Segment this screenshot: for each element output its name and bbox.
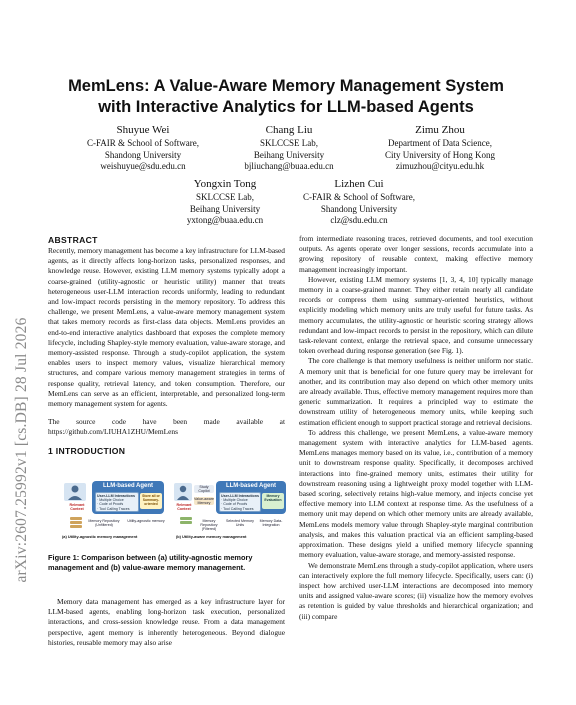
selected-units-label: Selected Memory Units [226, 519, 254, 528]
interactions-title: User-LLM Interactions [221, 494, 259, 498]
title-line-2: with Interactive Analytics for LLM-based Agents [98, 98, 474, 116]
body-paragraph: We demonstrate MemLens through a study-copilot application, where users can interactively explore the full memory lifecycle. Specifically, users can: (i) inspect how archived user-LLM interactions are decomposed into memory units and assigned value-aware scores; (ii) visualize how the memory evolves as retention is guided by value thresholds and hierarchical organization; and (iii) compare [299, 560, 533, 621]
llm-agent-box-b [216, 481, 286, 514]
body-paragraph: from intermediate reasoning traces, retrieved documents, and tool execution outputs. As agents operate over longer sessions, records accumulate into a growing repository of reusable context, making effective memory management increasingly important. [299, 234, 533, 274]
author-block-4 [150, 178, 300, 227]
left-column-top [48, 234, 285, 457]
left-column-bottom [48, 597, 285, 648]
interaction-item: · Code of Proofs [221, 502, 248, 507]
interaction-item: · Multiple Choice [221, 498, 248, 503]
author-affiliation: Shandong University [104, 149, 182, 160]
author-affiliation: C-FAIR & School of Software, [86, 138, 200, 148]
figure-1 [62, 481, 287, 543]
interactions-box [95, 492, 139, 512]
author-email: bjliuchang@buaa.edu.cn [244, 161, 334, 172]
memory-stack-icon [180, 517, 192, 520]
body-paragraph: To address this challenge, we present MemLens, a value-aware memory management system with interactive analytics for LLM-based agents. MemLens manages memory based on its value, i.e., contribution of a memory unit to downstream response quality. Specifically, it decomposes archived interactions into fine-grained memory units, estimates their utility for downstream reasoning using a lightweight proxy model together with LLM-based scoring, selectively retains high-value memory, and injects concise yet effective memory into LLM context at response time. As the usefulness of a memory unit may depend on which other memory units are already available, MemLens models memory value through Shapley-style marginal contribution analysis, and makes this valuation practical via an efficient sampling-based approximation. These designs yield a unified memory lifecycle spanning memory evaluation, value-aware storage, and memory-assisted response. [299, 427, 533, 560]
author-block-3 [365, 124, 515, 173]
user-icon-a [64, 483, 86, 501]
section-heading-introduction: 1 INTRODUCTION [48, 445, 126, 456]
author-email: yxtong@buaa.edu.cn [186, 215, 264, 226]
interaction-item: · Tool Calling Traces [97, 506, 130, 511]
interactions-box [219, 492, 261, 512]
memory-repo-a: Memory Repository (Unfiltered) [88, 519, 120, 528]
author-name: Lizhen Cui [334, 178, 384, 190]
relevant-context-b: Relevant Context [176, 503, 192, 512]
right-column [299, 234, 533, 622]
store-all-note: Store all or Summary-oriented [140, 493, 162, 509]
author-block-5 [284, 178, 434, 227]
memory-stack-icon [70, 525, 82, 528]
interaction-item: · Code of Proofs [97, 502, 124, 507]
source-code-note: The source code have been made available at https://github.com/LIUHA1ZHU/MemLens [48, 417, 285, 437]
interaction-item: · Multiple Choice [97, 498, 124, 503]
author-block-1 [68, 124, 218, 173]
llm-agent-box-a [92, 481, 164, 514]
memory-repo-b: Memory Repository (Filtered) [200, 519, 218, 532]
author-email: zimuzhou@cityu.edu.hk [395, 161, 485, 172]
interaction-item: · Tool Calling Traces [221, 506, 254, 511]
author-affiliation: SKLCCSE Lab, [259, 138, 318, 148]
figure-panel-a [62, 481, 170, 539]
body-paragraph: However, existing LLM memory systems [1, 3, 4, 10] typically manage memory in a coarse-grained manner. They either retain nearly all candidate records or compress them using summary-oriented heuristics, without explicitly modeling which memory units are truly useful for future tasks. As memory accumulates, the utility-agnostic or heuristic scoring strategy allows redundant and low-impact records to persist in the repository, which can dilute task-relevant context, enlarge the retrieval space, and consume unnecessary token overhead during response generation (see Fig. 1). [299, 274, 533, 356]
subcaption-a: (a) Utility-agnostic memory management [62, 534, 138, 539]
study-copilot-label: Study Copilot [194, 485, 214, 493]
memory-stack-icon [70, 517, 82, 520]
author-block-2 [214, 124, 364, 173]
author-affiliation: Shandong University [320, 203, 398, 214]
abstract-heading: ABSTRACT [48, 235, 98, 245]
author-email: clz@sdu.edu.cn [330, 215, 388, 226]
utility-agnostic-label: Utility-agnostic memory [127, 519, 165, 523]
author-affiliation: Department of Data Science, [388, 138, 492, 148]
interactions-title: User-LLM Interactions [97, 494, 135, 498]
author-name: Chang Liu [265, 124, 313, 136]
body-paragraph: The core challenge is that memory usefulness is neither uniform nor static. A memory unit that is beneficial for one future query may be irrelevant for another, and its contribution may also depend on which other memory units are already available. Thus, effective memory management requires more than generic summarization. It requires a principled way to estimate the downstream utility of heterogeneous memory units, while keeping such estimation efficient enough to support practical storage and retrieval decisions. [299, 356, 533, 427]
author-name: Yongxin Tong [193, 178, 257, 190]
author-affiliation: C-FAIR & School of Software, [302, 192, 416, 202]
memory-evaluation-note: Memory Evaluation [262, 493, 284, 509]
memory-stack-icon [180, 521, 192, 524]
arxiv-identifier [12, 230, 32, 670]
author-affiliation: SKLCCSE Lab, [195, 192, 254, 202]
figure-panel-b [174, 481, 287, 539]
figure-caption: Figure 1: Comparison between (a) utility-agnostic memory management and (b) value-aware memory management. [48, 553, 253, 573]
abstract-text: Recently, memory management has become a key infrastructure for LLM-based agents, as it directly affects long-horizon tasks, personalized responses, and knowledge reuse. However, existing LLM memory systems typically adopt a coarse-grained (utility-agnostic or heuristic utility) manner that treats heterogeneous user-LLM interaction records uniformly, leading to redundant and low-impact records persisting in the memory repository. To address this challenge, we present MemLens, a value-aware memory management system that takes memory records as first-class data objects. MemLens provides an end-to-end interactive analytics dashboard that exposes the complete memory lifecycle, including Shapley-style memory evaluation, value-aware storage, and memory-assisted response. Through a study-copilot application, the system enables users to inspect memory values, visualize hierarchical memory structures, and compare various memory management strategies in terms of response quality, retrieval latency, and token consumption. Therefore, our MemLens can serve as an efficient, interpretable, and personalized long-term memory management system for agents. [48, 246, 285, 409]
agent-label: LLM-based Agent [102, 483, 154, 489]
agent-label: LLM-based Agent [225, 483, 277, 489]
memory-integration-label: Memory Data-Integration [259, 519, 283, 528]
author-name: Shuyue Wei [116, 124, 170, 136]
value-aware-label: Value-aware Memory [194, 497, 214, 506]
paper-title [60, 76, 512, 118]
intro-paragraph: Memory data management has emerged as a key infrastructure layer for LLM-based agents, enabling long-horizon task execution, personalized interactions, and cross-session knowledge reuse. From a data management perspective, agent memory is inherently heterogeneous. Beyond dialogue histories, reusable memory may also arise [48, 597, 285, 647]
subcaption-b: (b) Utility-aware memory management [176, 534, 247, 539]
author-name: Zimu Zhou [415, 124, 465, 136]
author-affiliation: Beihang University [189, 203, 261, 214]
title-line-1: MemLens: A Value-Aware Memory Management System [68, 77, 504, 95]
author-email: weishuyue@sdu.edu.cn [100, 161, 186, 172]
user-icon-b [174, 483, 192, 501]
relevant-context-a: Relevant Context [69, 503, 85, 512]
author-affiliation: Beihang University [253, 149, 325, 160]
author-affiliation: City University of Hong Kong [385, 149, 495, 160]
memory-stack-icon [70, 521, 82, 524]
arxiv-id-text: arXiv:2607.25992v1 [cs.DB] 28 Jul 2026 [13, 317, 30, 583]
